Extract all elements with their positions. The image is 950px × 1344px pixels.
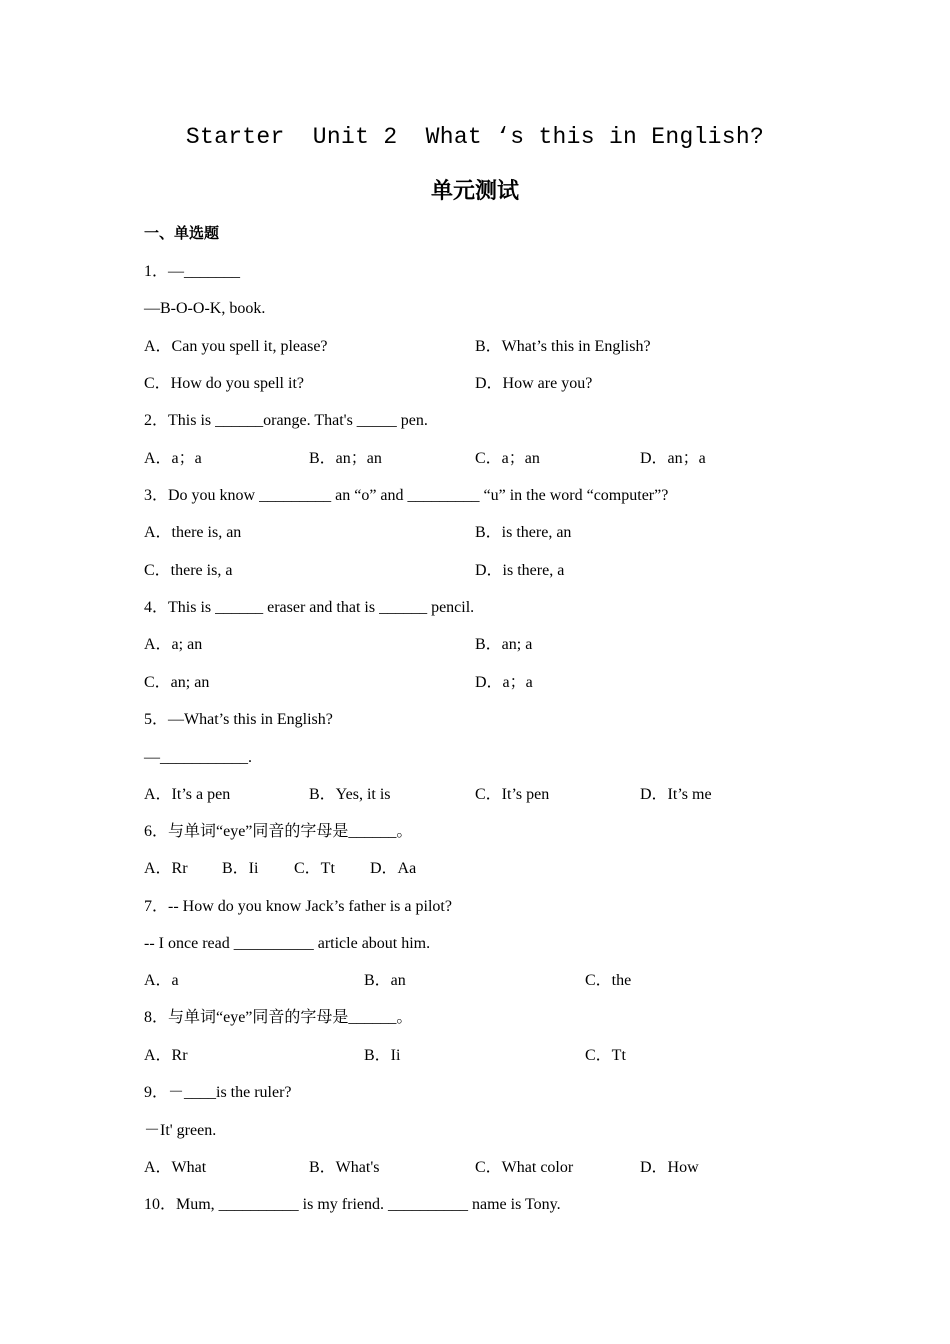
question-9-option-c: C．What color [475,1159,574,1176]
question-7-stem: 7．-- How do you know Jack’s father is a pilot? [144,898,452,915]
question-9-option-a: A．What [144,1159,207,1176]
question-5-stem-reply: —___________. [144,749,252,766]
page-subtitle: 单元测试 [430,179,519,204]
question-5-option-b: B．Yes, it is [309,786,391,803]
question-8-option-c: C．Tt [585,1047,626,1064]
question-5-stem: 5．—What’s this in English? [144,711,333,728]
question-3-option-a: A．there is, an [144,524,242,541]
section-heading: 一、单选题 [144,224,220,242]
question-6-option-c: C．Tt [294,860,335,877]
question-6-option-d: D．Aa [370,860,417,877]
question-3-option-d: D．is there, a [475,562,565,579]
question-1-option-a: A．Can you spell it, please? [144,338,328,355]
question-8-stem: 8．与单词“eye”同音的字母是______。 [144,1009,413,1026]
question-10-stem: 10．Mum, __________ is my friend. __________ name is Tony. [144,1196,561,1213]
question-6-option-b: B．Ii [222,860,259,877]
question-1-option-d: D．How are you? [475,375,593,392]
question-4-option-c: C．an; an [144,674,210,691]
question-2-stem: 2．This is ______orange. That's _____ pen. [144,412,428,429]
question-3-stem: 3．Do you know _________ an “o” and _________ “u” in the word “computer”? [144,487,669,504]
question-5-option-c: C．It’s pen [475,786,550,803]
question-8-option-b: B．Ii [364,1047,401,1064]
question-9-option-d: D．How [640,1159,699,1176]
question-8-option-a: A．Rr [144,1047,188,1064]
question-2-option-a: A．a；a [144,450,202,467]
page-title: Starter Unit 2 What ‘s this in English? [185,124,765,150]
question-3-option-c: C．there is, a [144,562,233,579]
question-4-option-a: A．a; an [144,636,203,653]
question-2-option-d: D．an；a [640,450,706,467]
question-1-option-b: B．What’s this in English? [475,338,651,355]
question-7-option-a: A．a [144,972,179,989]
question-1-stem: 1．—_______ [144,263,241,280]
question-9-stem-reply: －It' green. [144,1122,217,1139]
question-4-option-d: D．a；a [475,674,533,691]
question-2-option-b: B．an；an [309,450,382,467]
question-7-option-b: B．an [364,972,406,989]
question-3-option-b: B．is there, an [475,524,572,541]
question-7-stem-reply: -- I once read __________ article about him. [144,935,431,952]
question-1-option-c: C．How do you spell it? [144,375,304,392]
question-9-stem: 9．－____is the ruler? [144,1084,292,1101]
question-2-option-c: C．a；an [475,450,540,467]
question-5-option-a: A．It’s a pen [144,786,231,803]
question-4-option-b: B．an; a [475,636,533,653]
question-6-stem: 6．与单词“eye”同音的字母是______。 [144,823,413,840]
question-5-option-d: D．It’s me [640,786,712,803]
question-6-option-a: A．Rr [144,860,188,877]
question-7-option-c: C．the [585,972,632,989]
question-1-stem-reply: —B-O-O-K, book. [144,300,266,317]
question-9-option-b: B．What's [309,1159,380,1176]
question-4-stem: 4．This is ______ eraser and that is ______ pencil. [144,599,475,616]
